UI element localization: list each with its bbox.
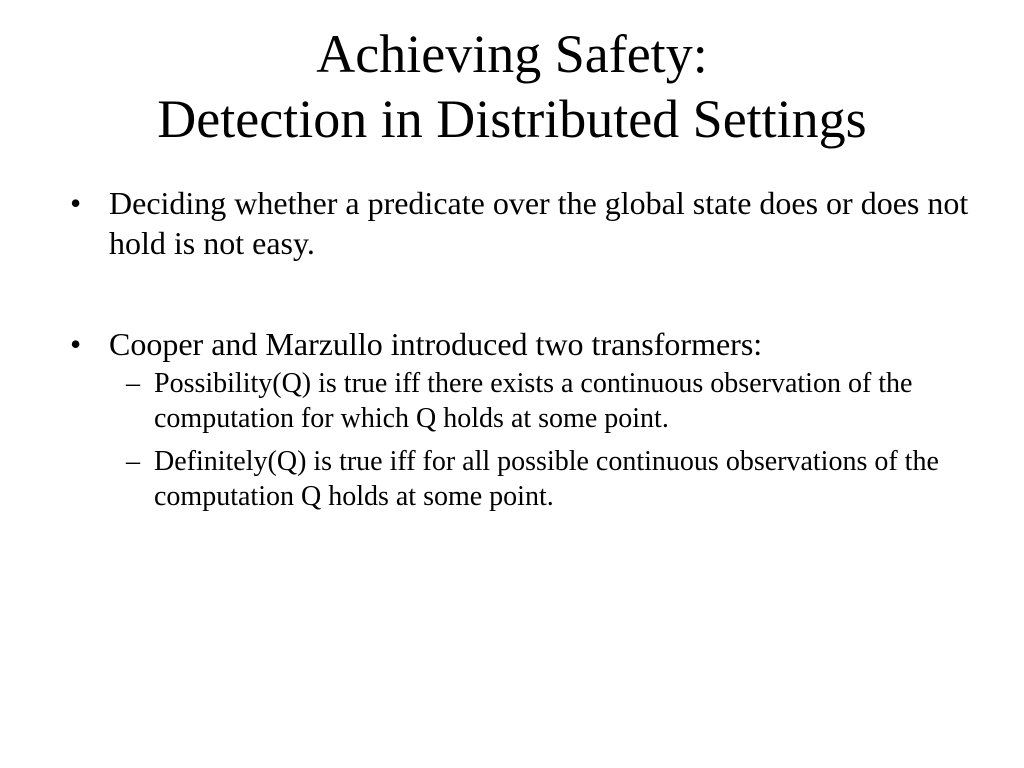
slide-title	[0, 22, 1024, 152]
sub-bullet-list	[70, 366, 970, 514]
sub-bullet-marker: –	[126, 446, 140, 477]
slide-body	[70, 183, 970, 522]
title-line-2: Detection in Distributed Settings	[157, 89, 867, 149]
bullet-item	[70, 183, 970, 263]
bullet-text: Cooper and Marzullo introduced two transformers:	[109, 326, 763, 362]
bullet-marker: •	[70, 185, 82, 221]
bullet-text: Deciding whether a predicate over the global state does or does not hold is not easy.	[109, 185, 969, 261]
sub-bullet-text: Possibility(Q) is true iff there exists a continuous observation of the computation for which Q holds at some point.	[154, 368, 913, 434]
bullet-marker: •	[70, 326, 82, 362]
bullet-item	[70, 324, 970, 364]
sub-bullet-marker: –	[126, 368, 140, 399]
sub-bullet-item	[70, 444, 954, 514]
title-line-1: Achieving Safety:	[316, 24, 708, 84]
sub-bullet-text: Definitely(Q) is true iff for all possible continuous observations of the computation Q holds at some point.	[154, 446, 939, 512]
sub-bullet-item	[70, 366, 954, 436]
